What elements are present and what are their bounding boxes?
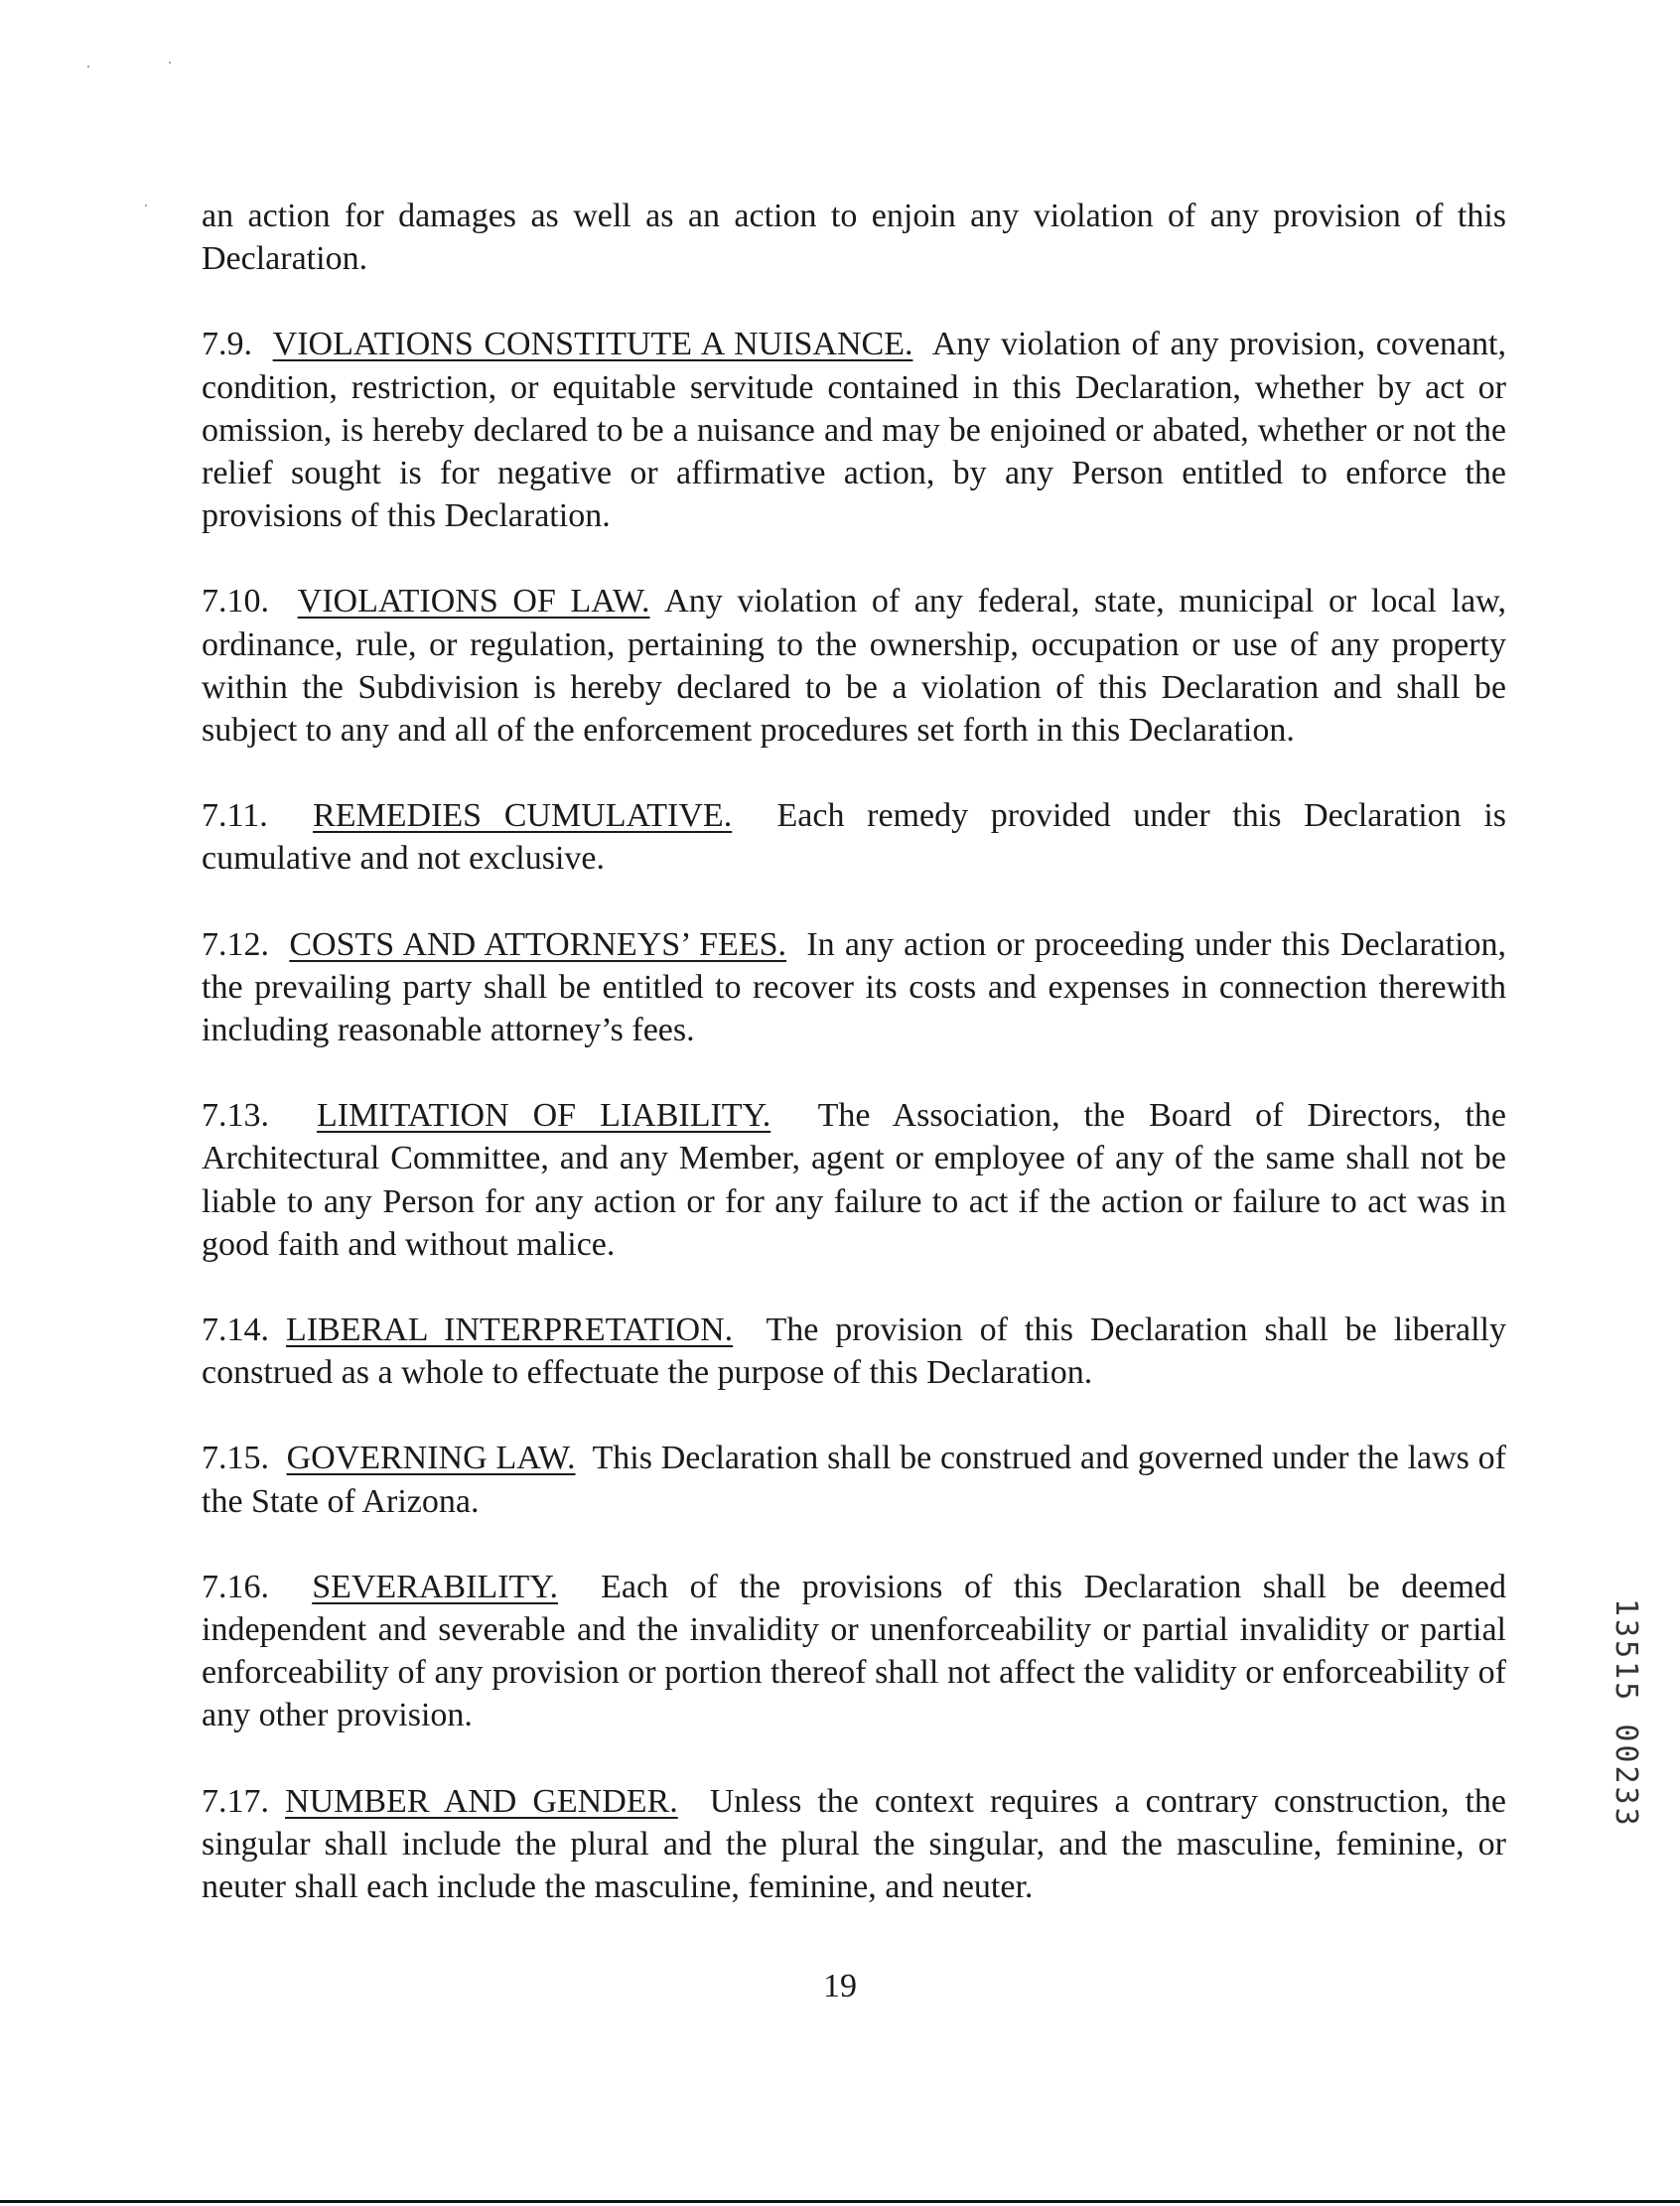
page-number: 19 <box>823 1968 857 2004</box>
section-number: 7.10. <box>202 583 269 620</box>
scan-speck <box>87 66 89 68</box>
section-heading: LIMITATION OF LIABILITY. <box>316 1097 771 1135</box>
section-text: The provision of this Declaration shall be liberally construed as a whole to effectuate the purpose of this Declaration. <box>202 1311 1506 1392</box>
section-heading: VIOLATIONS CONSTITUTE A NUISANCE. <box>272 326 913 363</box>
section-text: Any violation of any provision, covenant, condition, restriction, or equitable servitude contained in this Declaration, whether by act or omission, is hereby declared to be a nuisance and may be enjoined or abated, whether or not the relief sought is for negative or affirmative action, by any Person entitled to enforce the provisions of this Declaration. <box>202 326 1507 535</box>
section-text: Each remedy provided under this Declaration is cumulative and not exclusive. <box>202 797 1506 878</box>
section-number: 7.16. <box>202 1568 269 1605</box>
section-number: 7.12. <box>202 925 269 963</box>
section-heading: GOVERNING LAW. <box>286 1440 576 1477</box>
scan-speck <box>169 62 171 64</box>
recording-stamp-text: 13515 00233 <box>1609 1598 1643 1829</box>
section-heading: VIOLATIONS OF LAW. <box>297 583 650 620</box>
section-7-17 <box>202 1780 1506 1909</box>
section-number: 7.9. <box>202 326 252 363</box>
section-text: Any violation of any federal, state, municipal or local law, ordinance, rule, or regulation, pertaining to the ownership, occupation or use of any property within the Subdivision is hereby declared to be a violation of this Declaration and shall be subject to any and all of the enforcement procedures set forth in this Declaration. <box>202 583 1507 750</box>
section-text: In any action or proceeding under this Declaration, the prevailing party shall be entitled to recover its costs and expenses in connection therewith including reasonable attorney’s fees. <box>202 925 1507 1049</box>
bottom-edge-rule <box>0 2200 1680 2203</box>
scan-speck <box>145 205 147 207</box>
section-number: 7.17. <box>202 1782 269 1820</box>
intro-paragraph: an action for damages as well as an action to enjoin any violation of any provision of this Declaration. <box>202 198 1506 278</box>
section-text: The Association, the Board of Directors, the Architectural Committee, and any Member, agent or employee of any of the same shall not be liable to any Person for any action or for any failure to act if the action or failure to act was in good faith and without malice. <box>202 1097 1507 1263</box>
section-heading: SEVERABILITY. <box>312 1568 558 1605</box>
section-heading: NUMBER AND GENDER. <box>285 1782 678 1820</box>
section-7-16 <box>202 1566 1506 1737</box>
section-number: 7.15. <box>202 1440 269 1477</box>
section-text: Each of the provisions of this Declaration shall be deemed independent and severable and the invalidity or unenforceability or partial invalidity or partial enforceability of any provision or portion thereof shall not affect the validity or enforceability of any other provision. <box>202 1568 1506 1734</box>
section-text: Unless the context requires a contrary construction, the singular shall include the plural and the plural the singular, and the masculine, feminine, or neuter shall each include the masculine, feminine, and neuter. <box>202 1782 1507 1906</box>
section-heading: REMEDIES CUMULATIVE. <box>313 797 733 835</box>
section-number: 7.14. <box>202 1311 269 1349</box>
recording-stamp <box>1609 1598 1653 1886</box>
section-7-14 <box>202 1309 1506 1394</box>
section-7-11 <box>202 794 1506 880</box>
section-heading: COSTS AND ATTORNEYS’ FEES. <box>289 925 786 963</box>
section-7-12 <box>202 923 1506 1052</box>
section-number: 7.13. <box>202 1097 269 1135</box>
section-text: This Declaration shall be construed and governed under the laws of the State of Arizona. <box>202 1440 1507 1520</box>
section-7-13 <box>202 1094 1506 1266</box>
section-7-15 <box>202 1437 1506 1522</box>
document-body <box>202 195 1506 1951</box>
section-number: 7.11. <box>202 797 268 835</box>
section-7-9 <box>202 323 1506 537</box>
section-heading: LIBERAL INTERPRETATION. <box>285 1311 734 1349</box>
section-7-10 <box>202 580 1506 752</box>
